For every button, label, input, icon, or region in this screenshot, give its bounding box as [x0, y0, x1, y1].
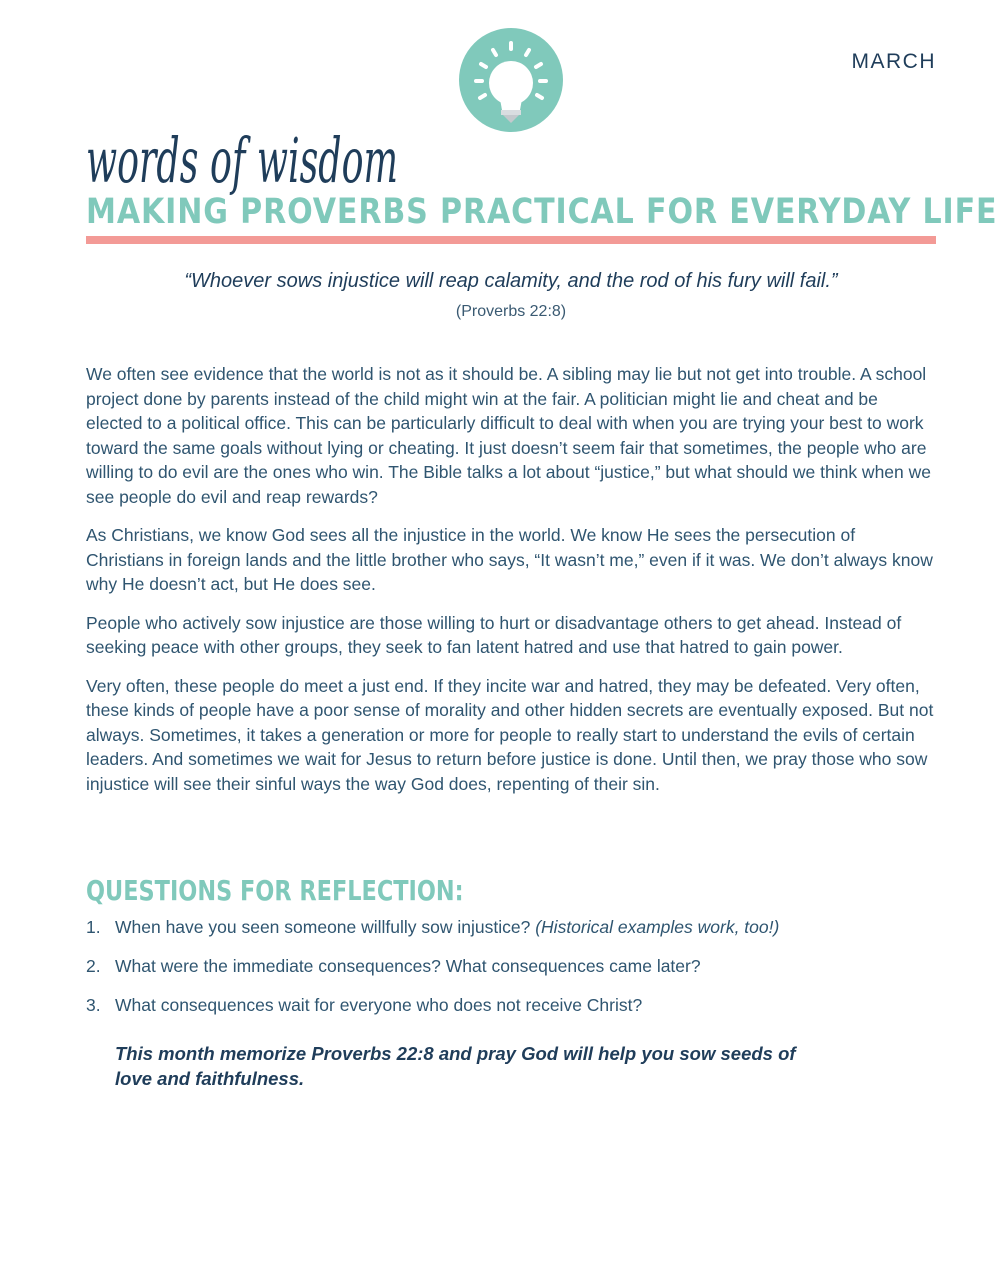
question-note: (Historical examples work, too!): [535, 917, 780, 937]
closing-memorize-note: This month memorize Proverbs 22:8 and pray God will help you sow seeds of love and faithfulness.: [115, 1043, 796, 1089]
question-number: 3.: [86, 995, 101, 1015]
question-number: 2.: [86, 956, 101, 976]
question-item: [86, 956, 936, 995]
reflection-heading: QUESTIONS FOR REFLECTION:: [86, 874, 464, 907]
article-body: [86, 362, 936, 810]
question-item: [86, 995, 936, 1034]
divider-rule: [86, 236, 936, 244]
paragraph: Very often, these people do meet a just end. If they incite war and hatred, they may be defeated. Very often, these kinds of people have a poor sense of morality and other hidden secrets are eventually exposed. But not always. Sometimes, it takes a generation or more for people to really start to understand the evils of certain leaders. And sometimes we wait for Jesus to return before justice is done. Until then, we pray those who sow injustice will see their sinful ways the way God does, repenting of their sin.: [86, 675, 934, 794]
question-body: What consequences wait for everyone who does not receive Christ?: [115, 995, 643, 1015]
verse-text: “Whoever sows injustice will reap calamity, and the rod of his fury will fail.”: [184, 270, 838, 292]
reflection-questions: [86, 917, 936, 1034]
paragraph: As Christians, we know God sees all the injustice in the world. We know He sees the persecution of Christians in foreign lands and the little brother who says, “It wasn’t me,” even if it was. We don’t always know why He doesn’t act, but He does see.: [86, 525, 933, 594]
paragraph: People who actively sow injustice are those willing to hurt or disadvantage others to get ahead. Instead of seeking peace with other groups, they seek to fan latent hatred and use that hatred to gain power.: [86, 612, 902, 657]
question-number: 1.: [86, 917, 101, 937]
question-body: When have you seen someone willfully sow injustice?: [115, 917, 536, 937]
question-text: [115, 917, 779, 956]
verse-reference: (Proverbs 22:8): [455, 303, 567, 320]
page-subtitle: MAKING PROVERBS PRACTICAL FOR EVERYDAY LIFE: [86, 192, 997, 232]
question-item: [86, 917, 936, 956]
words-of-wisdom-script-title: [84, 108, 504, 204]
paragraph: We often see evidence that the world is not as it should be. A sibling may lie but not get into trouble. A school project done by parents instead of the child might win at the fair. A politician might lie and cheat and be elected to a political office. This can be particularly difficult to deal with when you are trying your best to work toward the same goals without lying or cheating. It just doesn’t seem fair that sometimes, the people who are willing to do evil are the ones who win. The Bible talks a lot about “justice,” but what should we think when we see people do evil and reap rewards?: [86, 364, 931, 507]
script-title-text: words of wisdom: [86, 124, 398, 197]
month-label: MARCH: [851, 50, 936, 73]
question-body: What were the immediate consequences? What consequences came later?: [115, 956, 701, 976]
